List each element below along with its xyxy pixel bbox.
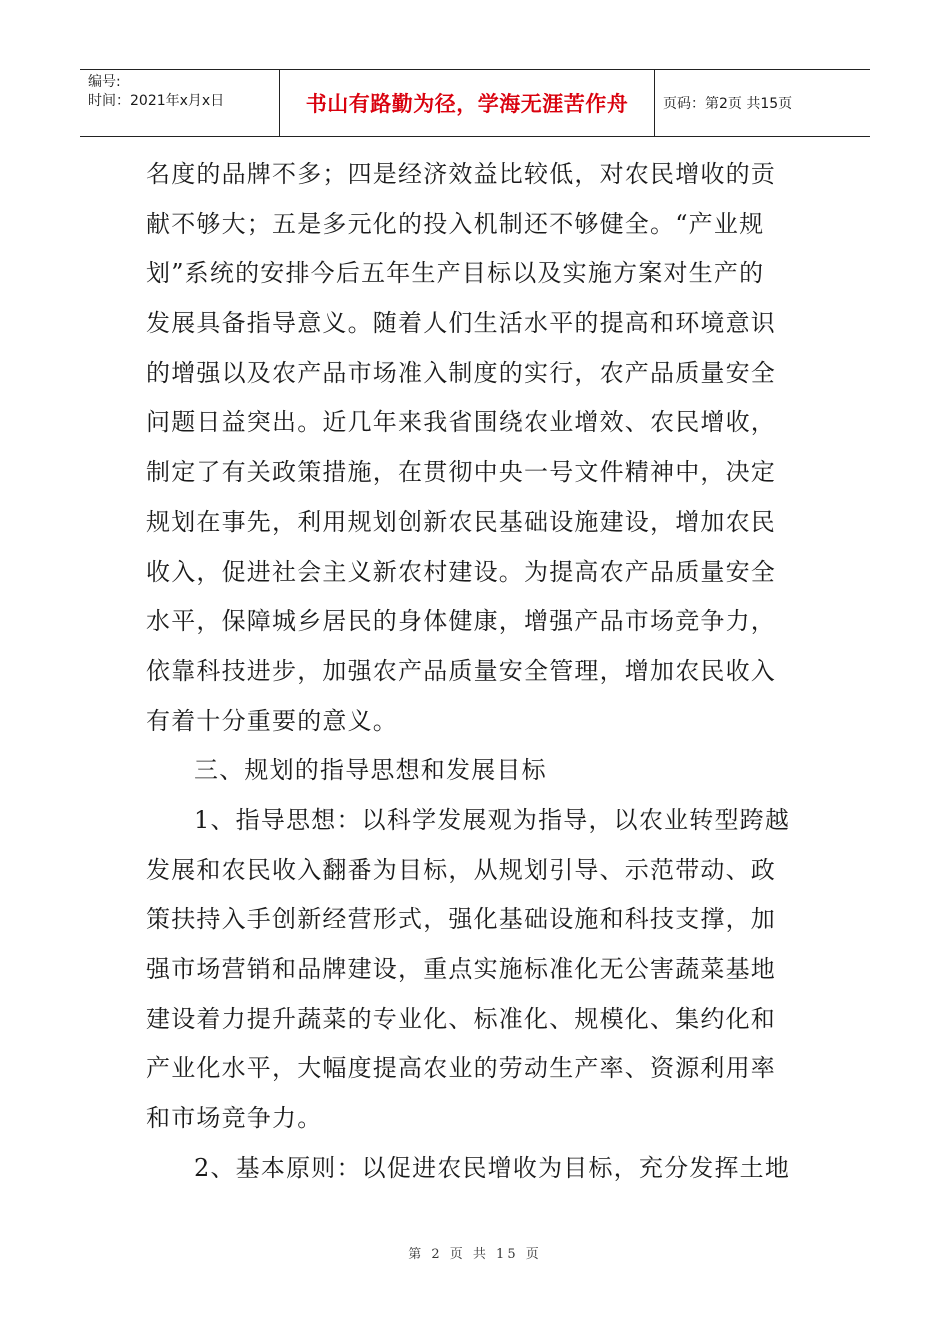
page-footer: 第 2 页 共 15 页 <box>408 1247 542 1262</box>
text-line: 献不够大；五是多元化的投入机制还不够健全。“产业规 <box>146 209 765 238</box>
text-line: 规划在事先，利用规划创新农民基础设施建设，增加农民 <box>146 507 776 536</box>
text-line: 发展具备指导意义。随着人们生活水平的提高和环境意识 <box>146 309 776 338</box>
text-line: 的增强以及农产品市场准入制度的实行，农产品质量安全 <box>146 358 776 387</box>
text-line: 制定了有关政策措施，在贯彻中央一号文件精神中，决定 <box>146 458 776 487</box>
section-heading: 三、规划的指导思想和发展目标 <box>194 756 547 785</box>
page-header <box>80 69 870 137</box>
text-line: 强市场营销和品牌建设，重点实施标准化无公害蔬菜基地 <box>146 955 776 983</box>
document-time: 时间：2021年x月x日 <box>88 93 225 109</box>
text-line: 名度的品牌不多；四是经济效益比较低，对农民增收的贡 <box>146 160 776 188</box>
text-line: 建设着力提升蔬菜的专业化、标准化、规模化、集约化和 <box>146 1004 776 1033</box>
text-line: 策扶持入手创新经营形式，强化基础设施和科技支撑，加 <box>146 905 776 934</box>
text-line: 问题日益突出。近几年来我省围绕农业增效、农民增收， <box>146 408 776 437</box>
text-line: 划”系统的安排今后五年生产目标以及实施方案对生产的 <box>146 259 765 288</box>
header-page-code: 页码：第2页 共15页 <box>663 96 793 112</box>
text-line: 有着十分重要的意义。 <box>146 706 398 735</box>
header-meta <box>80 70 280 136</box>
text-line: 收入，促进社会主义新农村建设。为提高农产品质量安全 <box>146 557 776 586</box>
document-number-label: 编号: <box>88 74 121 90</box>
text-line: 2、基本原则：以促进农民增收为目标，充分发挥土地 <box>194 1153 791 1182</box>
text-line: 和市场竞争力。 <box>146 1104 323 1133</box>
header-motto: 书山有路勤为径，学海无涯苦作舟 <box>280 70 655 136</box>
text-line: 依靠科技进步，加强农产品质量安全管理，增加农民收入 <box>146 656 776 685</box>
text-line: 1、指导思想：以科学发展观为指导，以农业转型跨越 <box>194 805 791 834</box>
text-line: 水平，保障城乡居民的身体健康，增强产品市场竞争力， <box>146 607 776 636</box>
document-body <box>146 150 810 1193</box>
text-line: 产业化水平，大幅度提高农业的劳动生产率、资源利用率 <box>146 1054 776 1083</box>
text-line: 发展和农民收入翻番为目标，从规划引导、示范带动、政 <box>146 855 776 884</box>
